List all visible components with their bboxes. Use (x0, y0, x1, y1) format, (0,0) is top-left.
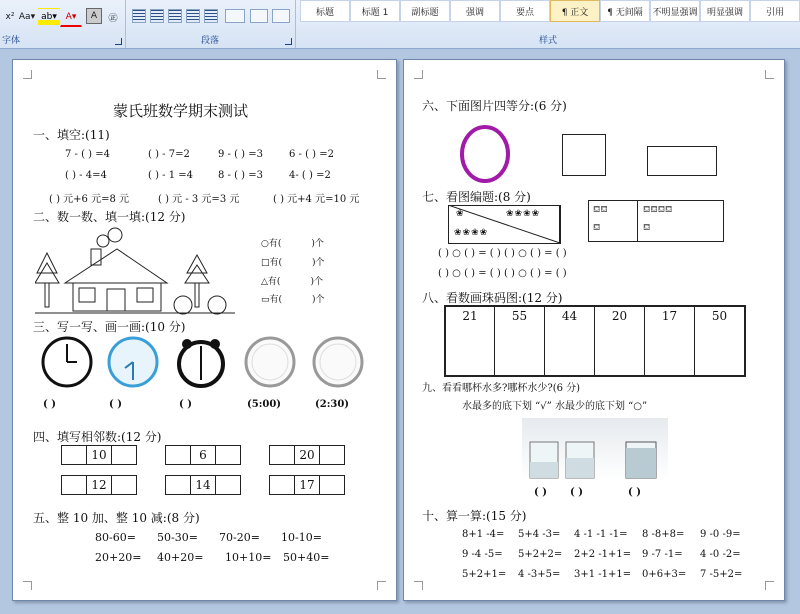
cup-answer: ( ) (534, 487, 547, 498)
abacus-cell: 17 (644, 306, 695, 376)
calc-item: 4 -0 -2= (700, 549, 741, 560)
calc-item: 4 -1 -1 -1= (574, 529, 628, 540)
calc-item: 3+1 -1+1= (574, 569, 632, 580)
calc-item: 5+2+1= (462, 569, 507, 580)
section-10-heading: 十、算一算:(15 分) (422, 509, 527, 523)
calc-item: 5+4 -3= (518, 529, 561, 540)
paragraph-group-label: 段落 (200, 36, 219, 46)
calc-item: 50+40= (283, 551, 330, 564)
fill-item: 6 - ( ) =2 (289, 149, 334, 160)
clock-answer: (2:30) (315, 399, 350, 410)
equation-row: ( ) ○ ( ) = ( ) ( ) ○ ( ) = ( ) (438, 268, 567, 279)
shape-count-square: □有( )个 (261, 258, 325, 268)
distributed-icon[interactable] (204, 9, 218, 23)
crop-mark (23, 581, 32, 590)
cup-answer: ( ) (628, 487, 641, 498)
fill-item: ( ) 元 - 3 元=3 元 (158, 194, 240, 205)
enclose-char-button[interactable]: ㊣ (108, 13, 118, 24)
abacus-cell: 21 (445, 306, 495, 376)
style-item[interactable]: 明显强调 (700, 0, 750, 22)
flower-icon: ❀❀❀❀ (454, 228, 489, 238)
calc-item: 40+20= (157, 551, 204, 564)
section-8-heading: 八、看数画珠码图:(12 分) (422, 291, 563, 305)
clock-answer: ( ) (109, 399, 122, 410)
equation-row: ( ) ○ ( ) = ( ) ( ) ○ ( ) = ( ) (438, 248, 567, 259)
alarm-clock-icon (175, 336, 227, 388)
highlight-button[interactable]: ab▾ (38, 8, 60, 26)
page-title: 蒙氏班数学期末测试 (113, 102, 249, 120)
calc-item: 70-20= (219, 531, 260, 544)
crop-mark (765, 581, 774, 590)
fill-item: ( ) 元+4 元=10 元 (273, 194, 360, 205)
calc-item: 7 -5+2= (700, 569, 743, 580)
clock-icon (107, 336, 159, 388)
teapot-icon: ⛾⛾ (593, 205, 608, 215)
superscript-button[interactable]: x² (5, 12, 15, 22)
cup-answer: ( ) (570, 487, 583, 498)
teapot-icon: ⛾ (593, 223, 601, 233)
shape-count-rectangle: ▭有( )个 (261, 295, 325, 305)
clock-answer: ( ) (43, 399, 56, 410)
crop-mark (377, 581, 386, 590)
section-7-heading: 七、看图编题:(8 分) (422, 190, 531, 204)
square-shape (562, 134, 606, 176)
clock-icon (311, 336, 365, 388)
paragraph-dialog-launcher-icon[interactable] (285, 38, 292, 45)
font-group (0, 0, 126, 48)
teapot-icon: ⛾⛾⛾⛾ (643, 205, 673, 215)
style-item[interactable]: 引用 (750, 0, 800, 22)
clock-answer: ( ) (179, 399, 192, 410)
shape-count-circle: ○有( )个 (261, 239, 324, 249)
line-spacing-icon[interactable] (225, 9, 245, 23)
font-color-button[interactable]: A▾ (60, 8, 82, 27)
abacus-cell: 20 (594, 306, 645, 376)
section-2-heading: 二、数一数、填一填:(12 分) (33, 210, 186, 224)
fill-item: 4- ( ) =2 (289, 170, 331, 181)
section-5-heading: 五、整 10 加、整 10 减:(8 分) (33, 511, 200, 525)
calc-item: 0+6+3= (642, 569, 687, 580)
flower-icon: ❀❀❀❀ (506, 209, 541, 219)
section-1-heading: 一、填空:(11) (33, 128, 110, 142)
font-group-label: 字体 (2, 36, 21, 46)
style-item[interactable]: 标题 (300, 0, 350, 22)
abacus-cell: 50 (694, 306, 745, 376)
style-item[interactable]: 副标题 (400, 0, 450, 22)
abacus-cell: 55 (494, 306, 545, 376)
teapot-icon: ⛾ (643, 223, 651, 233)
calc-item: 10-10= (281, 531, 322, 544)
flower-icon: ❀ (456, 209, 465, 219)
fill-item: 8 - ( ) =3 (218, 170, 263, 181)
calc-item: 4 -3+5= (518, 569, 561, 580)
fill-item: 7 - ( ) =4 (65, 149, 110, 160)
calc-item: 5+2+2= (518, 549, 563, 560)
abacus-table (444, 305, 746, 377)
fill-item: ( ) - 7=2 (148, 149, 190, 160)
shading-icon[interactable] (250, 9, 268, 23)
cup-icon (522, 418, 668, 480)
calc-item: 20+20= (95, 551, 142, 564)
ribbon (0, 0, 800, 49)
calc-item: 50-30= (157, 531, 198, 544)
section-6-heading: 六、下面图片四等分:(6 分) (422, 99, 567, 113)
borders-icon[interactable] (272, 9, 290, 23)
style-item[interactable]: 不明显强调 (650, 0, 700, 22)
clock-icon (243, 336, 297, 388)
font-dialog-launcher-icon[interactable] (115, 38, 122, 45)
clock-answer: (5:00) (247, 399, 282, 410)
flower-box (448, 205, 562, 245)
fill-item: ( ) - 4=4 (65, 170, 107, 181)
paragraph-group (125, 0, 296, 48)
style-item[interactable]: 标题 1 (350, 0, 400, 22)
char-shading-button[interactable]: A (86, 8, 102, 24)
style-item[interactable]: 要点 (500, 0, 550, 22)
align-right-icon[interactable] (168, 9, 182, 23)
align-center-icon[interactable] (150, 9, 164, 23)
fill-item: 9 - ( ) =3 (218, 149, 263, 160)
crop-mark (23, 70, 32, 79)
shape-count-triangle: △有( )个 (261, 277, 323, 287)
align-left-icon[interactable] (132, 9, 146, 23)
document-page-1: 蒙氏班数学期末测试 一、填空:(11) 7 - ( ) =4 ( ) - 7=2 9 - ( ) =3 6 - ( ) =2 ( ) - 4=4 ( ) - 1 =4 8 - ( ) =3 4- ( ) =2 ( ) 元+6 元=8 元 ( ) 元 - 3 元=3 元 ( ) 元+4 元=10 元 二、数一数、填一填:(12 分) ○有( )个 □有( )个 △有( )个 ▭有( )个 三、写一写、画一画:(10 分) ( ) ( ) ( ) (5:00) (2:30) 四、填写相邻数:(12 分) 10 6 20 12 14 17 五、整 10 加、整 10 减:(8 分) 80-60= 50-30= 70-20= 10-10= 20+20= 40+20= 10+10= 50+40= (12, 59, 397, 601)
oval-shape (458, 124, 512, 184)
calc-item: 9 -4 -5= (462, 549, 503, 560)
water-cups-picture (522, 418, 668, 480)
crop-mark (765, 70, 774, 79)
style-item[interactable]: ¶ 无间隔 (600, 0, 650, 22)
abacus-cell: 44 (544, 306, 595, 376)
fill-item: ( ) 元+6 元=8 元 (49, 194, 129, 205)
rectangle-shape (647, 146, 717, 176)
section-9-heading: 九、看看哪杯水多?哪杯水少?(6 分) (422, 383, 581, 394)
calc-item: 10+10= (225, 551, 272, 564)
teapot-box (588, 200, 724, 242)
calc-item: 9 -0 -9= (700, 529, 741, 540)
change-case-button[interactable]: Aa▾ (18, 12, 36, 22)
calc-item: 8 -8+8= (642, 529, 685, 540)
calc-item: 9 -7 -1= (642, 549, 683, 560)
crop-mark (377, 70, 386, 79)
calc-item: 80-60= (95, 531, 136, 544)
clock-icon (41, 336, 93, 388)
style-item[interactable]: ¶ 正文 (550, 0, 600, 22)
styles-gallery (300, 0, 800, 22)
section-9-instruction: 水最多的底下划 “√” 水最少的底下划 “○” (462, 401, 648, 412)
fill-item: ( ) - 1 =4 (148, 170, 193, 181)
styles-group-label: 样式 (538, 36, 557, 46)
section-4-heading: 四、填写相邻数:(12 分) (33, 430, 162, 444)
house-picture (35, 225, 235, 315)
crop-mark (414, 70, 423, 79)
document-page-2 (403, 59, 785, 601)
styles-group (296, 0, 800, 48)
justify-icon[interactable] (186, 9, 200, 23)
style-item[interactable]: 强调 (450, 0, 500, 22)
calc-item: 8+1 -4= (462, 529, 505, 540)
section-3-heading: 三、写一写、画一画:(10 分) (33, 320, 186, 334)
calc-item: 2+2 -1+1= (574, 549, 632, 560)
crop-mark (414, 581, 423, 590)
